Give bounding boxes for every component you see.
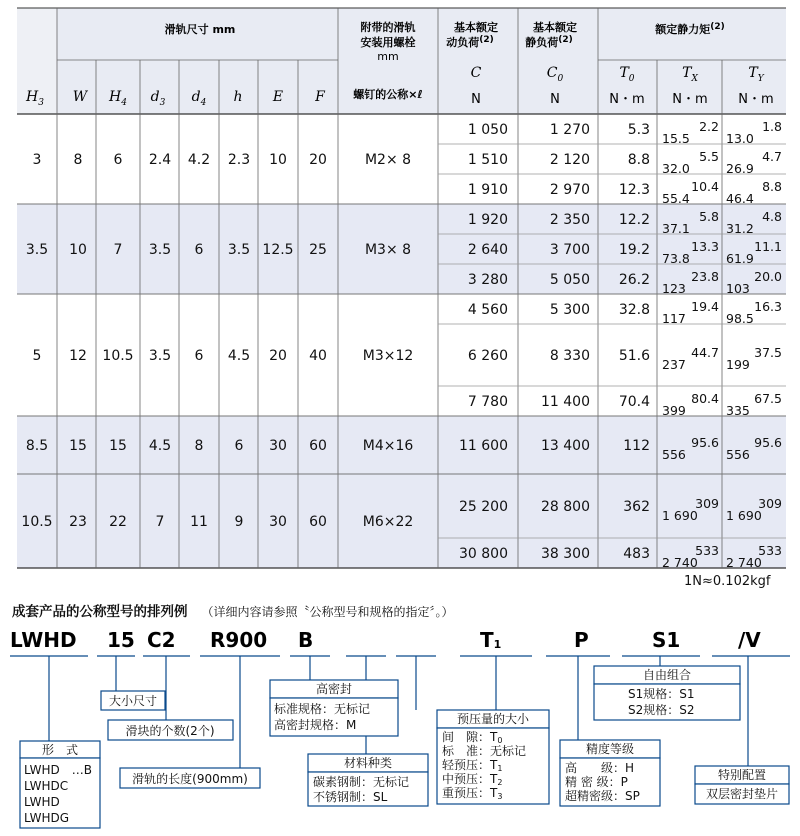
ty-unit: N・m (738, 92, 774, 107)
cell-ty-2: 199 (726, 357, 750, 372)
form-item: LWHDG (24, 811, 70, 825)
material-item: 碳素钢制：无标记 (313, 775, 410, 789)
model-code-diagram (0, 620, 800, 836)
cell-c: 11 600 (459, 438, 508, 454)
cell-c: 1 050 (467, 122, 508, 138)
cell-tx-1: 2.2 (699, 119, 719, 134)
code-length: R900 (210, 628, 268, 652)
f-symbol: F (315, 89, 325, 105)
cell-tx-2: 55.4 (662, 191, 690, 206)
cell-bolt: M6×22 (362, 514, 414, 530)
cell-t0: 19.2 (618, 242, 650, 258)
preload-item: 中预压：T2 (442, 772, 503, 787)
h3-symbol: $H_3$ (26, 89, 44, 108)
cell-c: 25 200 (459, 499, 508, 515)
cell-bolt: M2× 8 (364, 152, 412, 168)
seal-item: 高密封规格：M (274, 718, 357, 732)
cell-h3: 10.5 (21, 514, 53, 530)
cell-w: 8 (73, 152, 83, 168)
cell-e: 30 (269, 514, 287, 530)
special-item: 双层密封垫片 (705, 787, 779, 801)
cell-h3: 3 (32, 152, 42, 168)
cell-t0: 483 (623, 546, 650, 562)
bolt-header-2: 安装用螺栓 (360, 36, 416, 49)
cell-h3: 3.5 (25, 242, 49, 258)
cell-ty-1: 20.0 (754, 269, 782, 284)
code-combo: S1 (652, 628, 681, 652)
cell-ty-1: 533 (758, 543, 782, 558)
cell-c: 6 260 (467, 348, 508, 364)
cell-c0: 2 350 (549, 212, 590, 228)
cell-ty-2: 98.5 (726, 311, 754, 326)
cell-c: 4 560 (467, 302, 508, 318)
code-preload: T1 (480, 628, 502, 652)
code-accuracy: P (574, 628, 589, 652)
rail-dims-header: 滑轨尺寸 mm (164, 23, 236, 36)
cell-d3: 3.5 (148, 348, 172, 364)
cell-tx-1: 19.4 (691, 299, 719, 314)
tx-symbol: $T_X$ (682, 65, 698, 84)
cell-d3: 3.5 (148, 242, 172, 258)
cell-f: 25 (309, 242, 327, 258)
cell-ty-2: 556 (726, 447, 750, 462)
cell-c0: 5 300 (549, 302, 590, 318)
cell-h: 9 (234, 514, 244, 530)
cell-w: 15 (69, 438, 87, 454)
svg-text:自由组合: 自由组合 (642, 668, 692, 682)
d4-symbol: $d_4$ (191, 89, 207, 108)
rail-length-box (120, 768, 260, 788)
cell-ty-1: 4.8 (762, 209, 782, 224)
cell-ty-2: 335 (726, 403, 750, 418)
svg-text:大小尺寸: 大小尺寸 (108, 694, 158, 708)
cell-e: 10 (269, 152, 287, 168)
cell-ty-1: 95.6 (754, 435, 782, 450)
bolt-header-4: 螺钉的公称×ℓ (353, 88, 423, 101)
code-blocks: C2 (147, 628, 176, 652)
accuracy-item: 超精密级：SP (565, 789, 640, 803)
cell-c: 2 640 (467, 242, 508, 258)
cell-t0: 12.3 (618, 182, 650, 198)
special-box (695, 766, 789, 804)
cell-tx-1: 10.4 (691, 179, 719, 194)
cell-tx-1: 5.8 (699, 209, 719, 224)
cell-tx-2: 399 (662, 403, 686, 418)
cell-ty-1: 4.7 (762, 149, 782, 164)
seal-box (270, 680, 398, 736)
cell-tx-1: 80.4 (691, 391, 719, 406)
cell-ty-2: 2 740 (726, 555, 762, 570)
form-box (20, 741, 100, 828)
preload-box (437, 710, 549, 804)
cell-tx-2: 2 740 (662, 555, 698, 570)
cell-d3: 7 (155, 514, 165, 530)
cell-w: 23 (69, 514, 87, 530)
cell-ty-1: 67.5 (754, 391, 782, 406)
cell-t0: 26.2 (618, 272, 650, 288)
cell-c0: 11 400 (541, 394, 590, 410)
cell-tx-1: 44.7 (691, 345, 719, 360)
cell-c0: 8 330 (549, 348, 590, 364)
cell-tx-1: 5.5 (699, 149, 719, 164)
moment-header: 额定静力矩$^{(2)}$ (655, 22, 725, 36)
conversion-note: 1N≈0.102kgf (684, 574, 771, 589)
c0-header-1: 基本额定 (533, 21, 577, 34)
cell-c: 3 280 (467, 272, 508, 288)
c-symbol: C (470, 65, 482, 81)
cell-h: 3.5 (227, 242, 251, 258)
c-header-2: 动负荷$^{(2)}$ (446, 35, 494, 49)
cell-ty-2: 26.9 (726, 161, 754, 176)
cell-d4: 8 (194, 438, 204, 454)
cell-d3: 2.4 (148, 152, 172, 168)
cell-tx-2: 237 (662, 357, 686, 372)
cell-bolt: M4×16 (362, 438, 414, 454)
tx-unit: N・m (672, 92, 708, 107)
cell-h4: 10.5 (102, 348, 134, 364)
t0-symbol: $T_0$ (619, 65, 635, 84)
cell-c0: 38 300 (541, 546, 590, 562)
cell-tx-2: 32.0 (662, 161, 690, 176)
model-title-text: 成套产品的公称型号的排列例 (12, 604, 188, 620)
size-box (101, 691, 165, 710)
cell-c: 30 800 (459, 546, 508, 562)
ty-symbol: $T_Y$ (748, 65, 764, 84)
svg-text:材料种类: 材料种类 (343, 756, 393, 770)
cell-f: 20 (309, 152, 327, 168)
cell-ty-2: 13.0 (726, 131, 754, 146)
cell-tx-1: 533 (695, 543, 719, 558)
seal-item: 标准规格：无标记 (274, 702, 371, 716)
preload-item: 标 准：无标记 (442, 744, 527, 758)
cell-t0: 12.2 (618, 212, 650, 228)
accuracy-box (560, 740, 660, 806)
material-box (308, 754, 428, 806)
cell-h: 4.5 (227, 348, 251, 364)
cell-h: 6 (234, 438, 244, 454)
cell-d4: 4.2 (187, 152, 211, 168)
form-item: LWHDC (24, 779, 69, 793)
combo-item: S2规格：S2 (628, 703, 695, 717)
cell-ty-1: 309 (758, 496, 782, 511)
cell-tx-2: 1 690 (662, 508, 698, 523)
cell-t0: 112 (623, 438, 650, 454)
code-size: 15 (107, 628, 135, 652)
cell-f: 60 (309, 438, 327, 454)
cell-t0: 5.3 (627, 122, 650, 138)
cell-bolt: M3×12 (362, 348, 414, 364)
cell-h3: 5 (32, 348, 42, 364)
cell-d4: 6 (194, 348, 204, 364)
e-symbol: E (272, 89, 284, 105)
svg-text:特别配置: 特别配置 (717, 768, 767, 782)
cell-h3: 8.5 (25, 438, 49, 454)
blocks-box (108, 720, 233, 740)
cell-t0: 8.8 (627, 152, 650, 168)
cell-ty-2: 31.2 (726, 221, 754, 236)
material-item: 不锈钢制：SL (313, 790, 388, 804)
combo-box (594, 666, 740, 720)
cell-w: 12 (69, 348, 87, 364)
cell-c0: 5 050 (549, 272, 590, 288)
svg-text:高密封: 高密封 (315, 682, 353, 696)
cell-c: 1 920 (467, 212, 508, 228)
cell-h4: 6 (113, 152, 123, 168)
cell-t0: 32.8 (618, 302, 650, 318)
cell-d4: 6 (194, 242, 204, 258)
h4-symbol: $H_4$ (109, 89, 127, 108)
cell-e: 30 (269, 438, 287, 454)
code-lwhd: LWHD (10, 628, 77, 652)
cell-h4: 22 (109, 514, 127, 530)
c0-header-2: 静负荷$^{(2)}$ (525, 35, 573, 49)
cell-c0: 13 400 (541, 438, 590, 454)
cell-tx-2: 556 (662, 447, 686, 462)
form-item: LWHD …B (24, 763, 92, 777)
w-symbol: W (72, 89, 88, 105)
cell-c: 7 780 (467, 394, 508, 410)
t0-unit: N・m (609, 92, 645, 107)
cell-tx-1: 95.6 (691, 435, 719, 450)
cell-ty-2: 46.4 (726, 191, 754, 206)
svg-text:滑块的个数(2个): 滑块的个数(2个) (125, 724, 215, 738)
bolt-header-3: mm (377, 50, 399, 63)
preload-item: 间 隙：T0 (442, 730, 503, 745)
cell-ty-2: 61.9 (726, 251, 754, 266)
cell-tx-2: 117 (662, 311, 686, 326)
cell-f: 60 (309, 514, 327, 530)
cell-f: 40 (309, 348, 327, 364)
svg-text:精度等级: 精度等级 (585, 742, 635, 756)
accuracy-item: 精 密 级：P (565, 775, 628, 789)
form-item: LWHD (24, 795, 60, 809)
bolt-header-1: 附带的滑轨 (360, 21, 416, 34)
cell-h4: 7 (113, 242, 123, 258)
cell-c0: 3 700 (549, 242, 590, 258)
c0-unit: N (550, 92, 560, 107)
cell-t0: 70.4 (618, 394, 650, 410)
cell-ty-1: 37.5 (754, 345, 782, 360)
cell-ty-1: 8.8 (762, 179, 782, 194)
svg-text:预压量的大小: 预压量的大小 (456, 712, 530, 726)
form-title: 形 式 (41, 743, 79, 757)
cell-tx-2: 15.5 (662, 131, 690, 146)
c-header-1: 基本额定 (454, 21, 498, 34)
h-symbol: h (233, 89, 243, 105)
svg-text:滑轨的长度(900mm): 滑轨的长度(900mm) (132, 772, 248, 786)
cell-ty-2: 103 (726, 281, 750, 296)
cell-t0: 51.6 (618, 348, 650, 364)
cell-ty-1: 11.1 (754, 239, 782, 254)
cell-tx-1: 309 (695, 496, 719, 511)
cell-tx-1: 13.3 (691, 239, 719, 254)
cell-h: 2.3 (227, 152, 251, 168)
cell-ty-1: 16.3 (754, 299, 782, 314)
cell-e: 12.5 (262, 242, 294, 258)
cell-d3: 4.5 (148, 438, 172, 454)
code-special: /V (738, 628, 761, 652)
cell-ty-1: 1.8 (762, 119, 782, 134)
cell-d4: 11 (190, 514, 208, 530)
code-seal: B (298, 628, 314, 652)
cell-c: 1 910 (467, 182, 508, 198)
cell-ty-2: 1 690 (726, 508, 762, 523)
model-section-title (12, 600, 454, 620)
cell-c0: 2 120 (549, 152, 590, 168)
cell-e: 20 (269, 348, 287, 364)
c0-symbol: $C_0$ (546, 65, 564, 84)
cell-c: 1 510 (467, 152, 508, 168)
c-unit: N (471, 92, 481, 107)
cell-tx-2: 37.1 (662, 221, 690, 236)
model-reference-note: （详细内容请参照〝公称型号和规格的指定〞。） (201, 605, 454, 619)
accuracy-item: 高 级：H (565, 761, 635, 775)
cell-c0: 2 970 (549, 182, 590, 198)
d3-symbol: $d_3$ (150, 89, 166, 108)
cell-h4: 15 (109, 438, 127, 454)
combo-item: S1规格：S1 (628, 687, 695, 701)
preload-item: 重预压：T3 (442, 786, 503, 801)
cell-tx-2: 123 (662, 281, 686, 296)
preload-item: 轻预压：T1 (442, 758, 503, 773)
cell-tx-1: 23.8 (691, 269, 719, 284)
cell-c0: 28 800 (541, 499, 590, 515)
cell-bolt: M3× 8 (364, 242, 412, 258)
cell-w: 10 (69, 242, 87, 258)
cell-c0: 1 270 (549, 122, 590, 138)
cell-t0: 362 (623, 499, 650, 515)
cell-tx-2: 73.8 (662, 251, 690, 266)
